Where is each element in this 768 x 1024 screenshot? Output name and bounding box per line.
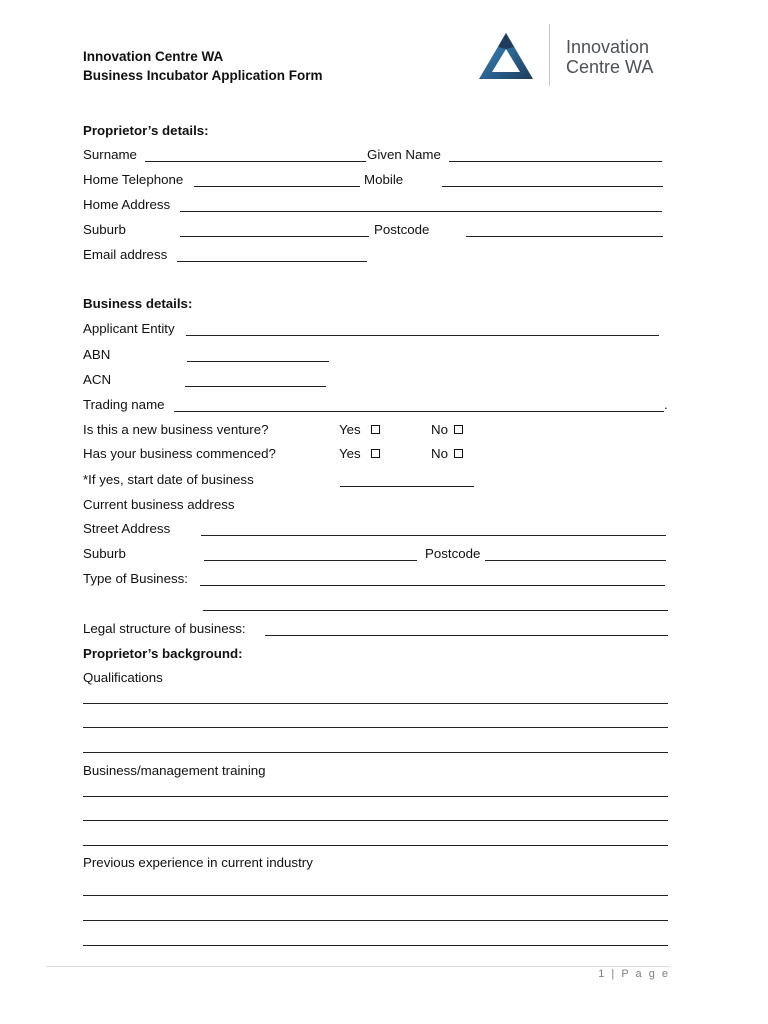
commenced-question: Has your business commenced? [83, 446, 276, 461]
business-suburb-field[interactable] [204, 560, 417, 561]
type-of-business-field[interactable] [200, 585, 665, 586]
home-telephone-label: Home Telephone [83, 172, 184, 187]
legal-structure-label: Legal structure of business: [83, 621, 246, 636]
new-venture-yes-label: Yes [339, 422, 361, 437]
home-telephone-field[interactable] [194, 186, 360, 187]
given-name-label: Given Name [367, 147, 441, 162]
applicant-entity-label: Applicant Entity [83, 321, 175, 336]
org-title: Innovation Centre WA [83, 49, 224, 64]
logo-text-line2: Centre WA [566, 57, 654, 77]
new-venture-no-checkbox[interactable] [454, 425, 463, 434]
home-address-label: Home Address [83, 197, 171, 212]
experience-label: Previous experience in current industry [83, 855, 313, 870]
qualifications-line-1[interactable] [83, 703, 668, 704]
business-postcode-label: Postcode [425, 546, 481, 561]
commenced-no-checkbox[interactable] [454, 449, 463, 458]
new-venture-no-label: No [431, 422, 448, 437]
logo-mark-icon [476, 30, 536, 82]
commenced-yes-label: Yes [339, 446, 361, 461]
street-address-label: Street Address [83, 521, 171, 536]
postcode-field[interactable] [466, 236, 663, 237]
type-of-business-field-2[interactable] [203, 610, 668, 611]
logo-text-line1: Innovation [566, 37, 650, 57]
suburb-label: Suburb [83, 222, 126, 237]
current-address-label: Current business address [83, 497, 235, 512]
given-name-field[interactable] [449, 161, 662, 162]
mobile-field[interactable] [442, 186, 663, 187]
surname-label: Surname [83, 147, 137, 162]
training-line-3[interactable] [83, 845, 668, 846]
training-line-1[interactable] [83, 796, 668, 797]
logo-divider [549, 24, 550, 86]
experience-line-3[interactable] [83, 945, 668, 946]
qualifications-line-3[interactable] [83, 752, 668, 753]
acn-label: ACN [83, 372, 112, 387]
trading-name-field[interactable] [174, 411, 664, 412]
qualifications-label: Qualifications [83, 670, 163, 685]
start-date-label: *If yes, start date of business [83, 472, 254, 487]
email-field[interactable] [177, 261, 367, 262]
qualifications-line-2[interactable] [83, 727, 668, 728]
acn-field[interactable] [185, 386, 326, 387]
legal-structure-field[interactable] [265, 635, 668, 636]
footer-divider [46, 966, 670, 967]
street-address-field[interactable] [201, 535, 666, 536]
training-line-2[interactable] [83, 820, 668, 821]
business-heading: Business details: [83, 296, 193, 311]
mobile-label: Mobile [364, 172, 404, 187]
commenced-yes-checkbox[interactable] [371, 449, 380, 458]
trading-name-period: . [664, 397, 668, 412]
new-venture-yes-checkbox[interactable] [371, 425, 380, 434]
proprietor-heading: Proprietor’s details: [83, 123, 209, 138]
suburb-field[interactable] [180, 236, 369, 237]
trading-name-label: Trading name [83, 397, 165, 412]
new-venture-question: Is this a new business venture? [83, 422, 269, 437]
background-heading: Proprietor’s background: [83, 646, 243, 661]
home-address-field[interactable] [180, 211, 662, 212]
experience-line-1[interactable] [83, 895, 668, 896]
postcode-label: Postcode [374, 222, 430, 237]
commenced-no-label: No [431, 446, 448, 461]
business-suburb-label: Suburb [83, 546, 126, 561]
page-number: 1 | P a g e [598, 968, 670, 980]
email-label: Email address [83, 247, 168, 262]
start-date-field[interactable] [340, 486, 474, 487]
training-label: Business/management training [83, 763, 266, 778]
experience-line-2[interactable] [83, 920, 668, 921]
type-of-business-label: Type of Business: [83, 571, 188, 586]
abn-label: ABN [83, 347, 111, 362]
applicant-entity-field[interactable] [186, 335, 659, 336]
abn-field[interactable] [187, 361, 329, 362]
form-title: Business Incubator Application Form [83, 68, 323, 83]
business-postcode-field[interactable] [485, 560, 666, 561]
surname-field[interactable] [145, 161, 366, 162]
